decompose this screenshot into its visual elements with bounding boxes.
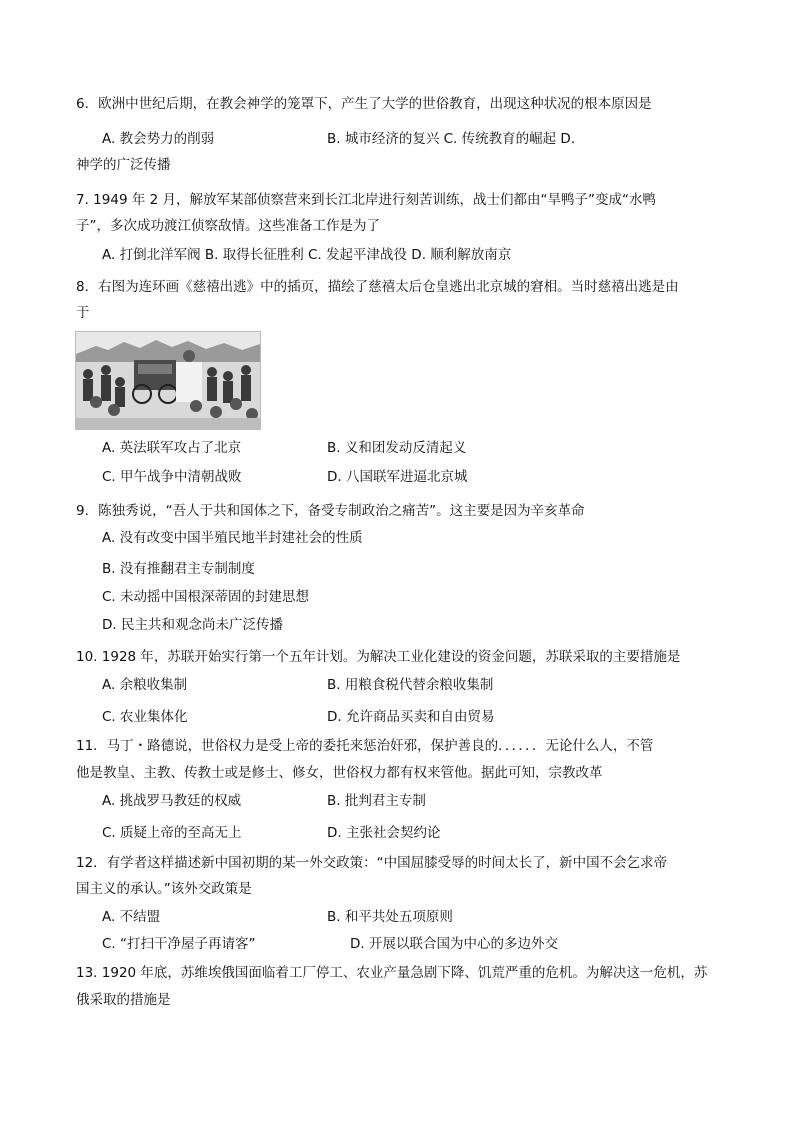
q10-option-c: C. 农业集体化: [102, 709, 188, 725]
q8-option-d: D. 八国联军进逼北京城: [327, 469, 468, 485]
q8-stem-line2: 于: [76, 305, 90, 321]
q7-stem-line1: 7. 1949 年 2 月，解放军某部侦察营来到长江北岸进行刻苦训练，战士们都由“旱鸭子”变成“水鸭: [76, 192, 656, 208]
comic-illustration: [75, 331, 261, 430]
q13-stem-line1: 13. 1920 年底，苏维埃俄国面临着工厂停工、农业产量急剧下降、饥荒严重的危机。为解决这一危机，苏: [76, 965, 708, 981]
q11-stem-line2: 他是教皇、主教、传教士或是修士、修女，世俗权力都有权来管他。据此可知，宗教改革: [76, 765, 603, 781]
q10-option-d: D. 允许商品买卖和自由贸易: [327, 709, 495, 725]
q9-option-b: B. 没有推翻君主专制制度: [102, 561, 255, 577]
q6-option-a: A. 教会势力的削弱: [102, 131, 215, 147]
q12-option-a: A. 不结盟: [102, 909, 161, 925]
q12-stem-line2: 国主义的承认。”该外交政策是: [76, 881, 252, 897]
q10-option-a: A. 余粮收集制: [102, 677, 188, 693]
q8-option-a: A. 英法联军攻占了北京: [102, 440, 242, 456]
q11-option-a: A. 挑战罗马教廷的权威: [102, 793, 242, 809]
q11-option-b: B. 批判君主专制: [327, 793, 426, 809]
q11-option-d: D. 主张社会契约论: [327, 825, 441, 841]
q12-option-c: C. “打扫干净屋子再请客”: [102, 936, 256, 952]
q6-options-bcd: B. 城市经济的复兴 C. 传统教育的崛起 D.: [327, 131, 576, 147]
q8-option-c: C. 甲午战争中清朝战败: [102, 469, 242, 485]
q8-option-b: B. 义和团发动反清起义: [327, 440, 467, 456]
q6-stem: 6．欧洲中世纪后期，在教会神学的笼罩下，产生了大学的世俗教育，出现这种状况的根本原因是: [76, 96, 652, 112]
q9-option-d: D. 民主共和观念尚未广泛传播: [102, 617, 283, 633]
q9-stem: 9．陈独秀说，“吾人于共和国体之下，备受专制政治之痛苦”。这主要是因为辛亥革命: [76, 503, 585, 519]
q7-options: A. 打倒北洋军阀 B. 取得长征胜利 C. 发起平津战役 D. 顺利解放南京: [102, 247, 512, 263]
q13-stem-line2: 俄采取的措施是: [76, 992, 171, 1008]
q8-stem-line1: 8．右图为连环画《慈禧出逃》中的插页，描绘了慈禧太后仓皇逃出北京城的窘相。当时慈禧出逃是由: [76, 279, 679, 295]
q9-option-c: C. 未动摇中国根深蒂固的封建思想: [102, 589, 310, 605]
q10-option-b: B. 用粮食税代替余粮收集制: [327, 677, 494, 693]
q11-stem-line1: 11．马丁・路德说，世俗权力是受上帝的委托来惩治奸邪，保护善良的．．．．．．无论什么人，不管: [76, 738, 654, 754]
q12-option-d: D. 开展以联合国为中心的多边外交: [350, 936, 558, 952]
q11-option-c: C. 质疑上帝的至高无上: [102, 825, 242, 841]
q6-option-d-cont: 神学的广泛传播: [76, 157, 171, 173]
q10-stem: 10. 1928 年，苏联开始实行第一个五年计划。为解决工业化建设的资金问题，苏联采取的主要措施是: [76, 649, 681, 665]
q12-stem-line1: 12．有学者这样描述新中国初期的某一外交政策：“中国屈膝受辱的时间太长了，新中国不会乞求帝: [76, 855, 668, 871]
q12-option-b: B. 和平共处五项原则: [327, 909, 453, 925]
q7-stem-line2: 子”，多次成功渡江侦察敌情。这些准备工作是为了: [76, 218, 380, 234]
q9-option-a: A. 没有改变中国半殖民地半封建社会的性质: [102, 530, 363, 546]
